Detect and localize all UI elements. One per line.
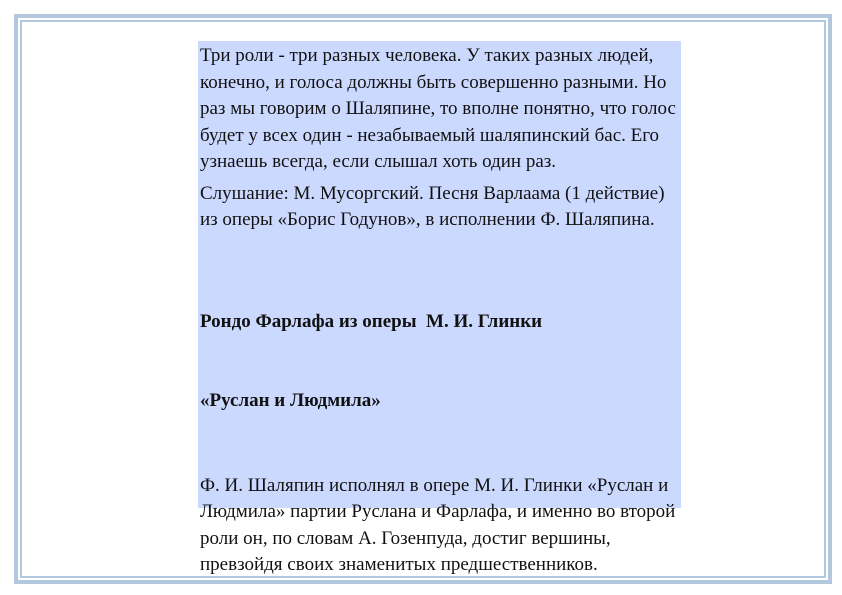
section-heading-line-1: Рондо Фарлафа из оперы М. И. Глинки	[200, 310, 543, 332]
section-heading	[200, 256, 679, 468]
intro-paragraph: Три роли - три разных человека. У таких разных людей, конечно, и голоса должны быть совершенно разными. Но раз мы говорим о Шаляпине, то вполне понятно, что голос будет у всех один - незабываемый шаляпинский бас. Его узнаешь всегда, если слышал хоть один раз.	[200, 45, 676, 172]
farlaf-paragraph: Ф. И. Шаляпин исполнял в опере М. И. Глинки «Руслан и Людмила» партии Руслана и Фарлафа, и именно во второй роли он, по словам А. Гозенпуда, достиг вершины, превзойдя своих знаменитых предшественников.	[200, 474, 676, 575]
section-heading-line-2: «Руслан и Людмила»	[200, 390, 381, 411]
paragraph-spacer	[200, 234, 679, 256]
text-box	[198, 41, 681, 575]
listening-paragraph: Слушание: М. Мусоргский. Песня Варлаама (1 действие) из оперы «Борис Годунов», в исполнении Ф. Шаляпина.	[200, 182, 665, 230]
